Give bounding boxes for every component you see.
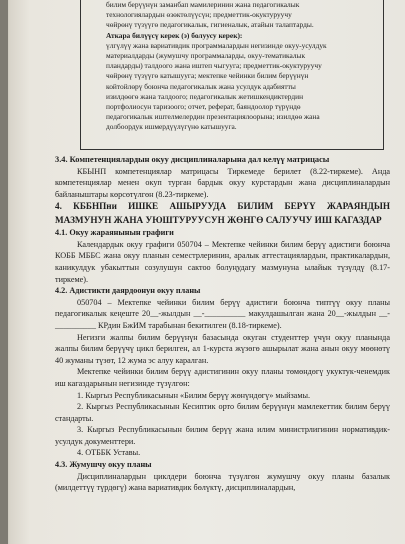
list-item: 1. Кыргыз Республикасынын «Билим берүү жөнүндөгү» мыйзамы. xyxy=(77,390,311,400)
list-item: 2. Кыргыз Республикасынын Кесиптик орто билим берүүнүн мамлекеттик билим берүү стандарты. xyxy=(55,402,390,423)
list-item: 3. Кыргыз Республикасынын билим берүү жана илим министрлигинин нормативдик-усулдук документтери. xyxy=(55,425,390,446)
table-line: портфолиосун таризоого; отчет, реферат, баяндоолор түрүндө xyxy=(106,102,301,112)
table-line: технологиялардын өзөктөлүүсүн; предметтик-окуктуруучу xyxy=(106,10,292,20)
table-line: пландарды) талдоого жана иштеп чыгууга; предметтик-окуктуруучу xyxy=(106,61,322,71)
table-line: билим берүүнүн заманбап мамилеринин жана педагогикалык xyxy=(106,0,300,9)
table-line: чөйрөнү түзүүгө катышууга; мектепке чейинки билим берүүнүн xyxy=(106,71,309,81)
table-line: койтойлөрү боюнча педагогикалык жана усулдук адабиятты xyxy=(106,81,296,91)
paragraph: Календардык окуу графиги 050704 – Мектепке чейинки билим берүү адистиги боюнча КОББ МББС жана окуу планын семестрлеринин, аралык аттестациялардын, практикалардын, каникулдук убакыттын созулушун сактоо болуңудагу мазмунуна ылайык түзүлдү (8.17-тиркеме). xyxy=(55,239,390,284)
table-line: долбоордук ишмердүүлүгүнө катышууга. xyxy=(106,122,237,132)
table-line: материалдарды (жумушчу программаларды, окуу-тематикалык xyxy=(106,51,306,61)
paragraph: КБЫНП компетенциялар матрицасы Тиркемеде берилет (8.22-тиркеме). Анда компетенциялар менен окуп турган бардык окуу курстардын жана дисциплиналардын байланыштары көрсөтүлгөн (8.23-тиркеме). xyxy=(55,166,390,199)
section-4-3-heading: 4.3. Жумушчу окуу планы xyxy=(55,460,152,470)
chapter-4-heading: 4. КББНПни ИШКЕ АШЫРУУДА БИЛИМ БЕРҮҮ ЖАРАЯНДЫН МАЗМУНУН ЖАНА УЮШТУРУУСУН ЖӨНГӨ САЛУУЧУ ИШ КАГАЗДАР xyxy=(55,201,390,225)
paragraph: Мектепке чейинки билим берүү адистигинин окуу планы төмөндөгү укуктук-ченемдик иш кагаздарынын негизинде түзүлгөн: xyxy=(55,367,390,388)
competency-table-box xyxy=(80,0,384,150)
table-heading: Аткара билүүсү керек (э) болуусу керек): xyxy=(106,30,243,40)
table-line: үлгүлүү жана вариативдик программалардын негизинде окуу-усулдук xyxy=(106,40,327,50)
paragraph: 050704 – Мектепке чейинки билим берүү адистиги боюнча типтүү окуу планы педагогикалык кеңеште 20__-жылдын __-__________ макулдашылган жана 20__-жылдын __-__________ КРдин БжИМ тарабынан бекитилген (8.18-тиркеме). xyxy=(55,297,390,330)
paragraph: Негизги жалпы билим берүүнүн базасында окуган студенттер үчүн окуу планында жалпы билим берүүчү цикл берилген, ал 1-курста жүзөгө ашырылат жана анын окуу мөөнөтү 40 жуманы түзөт, 12 жума эс алуу каралган. xyxy=(55,332,390,365)
paragraph: Дисциплиналардын циклдери боюнча түзүлгөн жумушчу окуу планы базалык (милдеттүү түрдөгү) жана вариативдик бөлүктү, дисциплиналардын, xyxy=(55,471,390,493)
table-line: педагогикалык иштелмелердин презентациялоорына; изилдөө жана xyxy=(106,112,320,122)
main-text xyxy=(55,154,390,494)
section-4-2-heading: 4.2. Адистикти даярдоонун окуу планы xyxy=(55,286,201,296)
section-3-4-heading: 3.4. Компетенциялардын окуу дисциплиналарына дал келүү матрицасы xyxy=(55,155,330,164)
book-binding-shadow xyxy=(0,0,8,544)
table-line: изилдөөгө жана талдоого; педагогикалык жетишкендиктердин xyxy=(106,91,304,101)
list-item: 4. ОТББК Уставы. xyxy=(77,448,141,458)
competency-table-text xyxy=(106,0,377,133)
section-4-1-heading: 4.1. Окуу жараянынын графиги xyxy=(55,228,174,238)
table-line: чөйрөнү түзүүгө педагогикалык, гигиеналык, атайын талаптарды. xyxy=(106,20,314,30)
